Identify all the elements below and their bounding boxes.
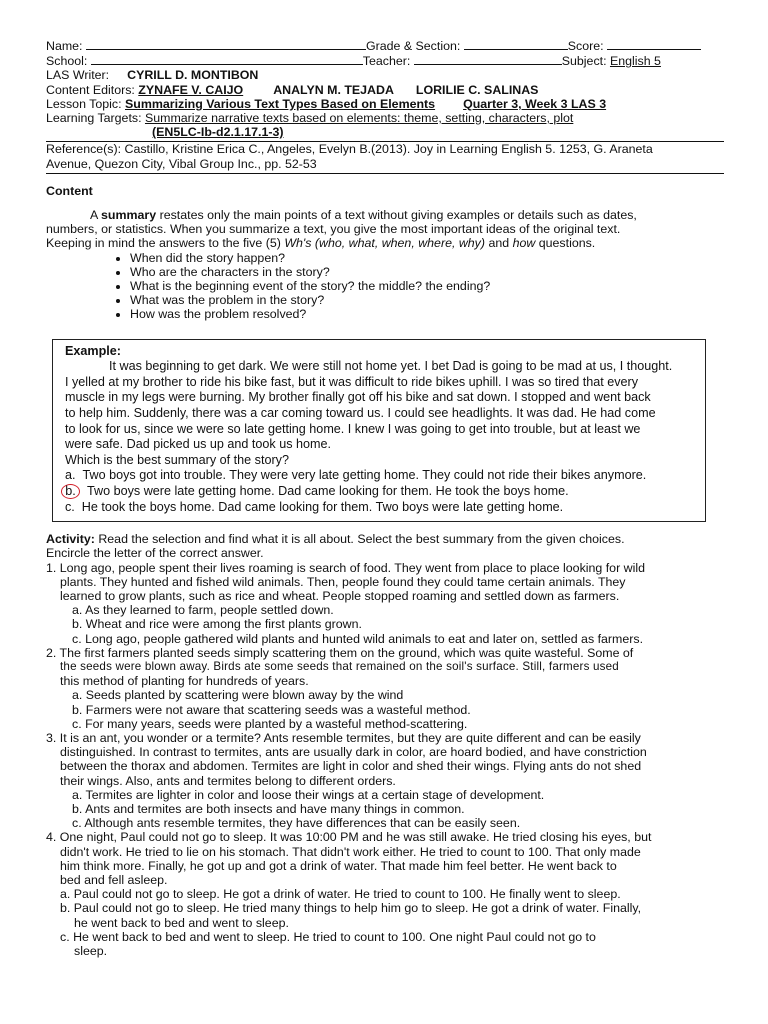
q2-option-a[interactable]: a. Seeds planted by scattering were blown away by the wind: [72, 688, 404, 703]
grade-label: Grade & Section:: [365, 39, 464, 53]
example-story-line: to help him. Suddenly, there was a car coming toward us. I could see headlights. It was dad. He had come: [65, 406, 656, 421]
school-blank[interactable]: [91, 53, 363, 65]
question-bullet-list: [46, 251, 724, 322]
activity-label: Activity:: [46, 532, 95, 547]
q1-option-c[interactable]: c. Long ago, people gathered wild plants and hunted wild animals to eat and later on, settled as farmers.: [72, 631, 644, 646]
choice-text: Two boys were late getting home. Dad came looking for them. He took the boys home.: [87, 484, 569, 498]
q3-text: distinguished. In contrast to termites, ants are usually dark in color, are hoard bodied, and have constriction: [60, 745, 647, 760]
content-text: A: [90, 208, 102, 223]
q2-option-b[interactable]: b. Farmers were not aware that scattering seeds was a wasteful method.: [72, 702, 471, 717]
writer-name: CYRILL D. MONTIBON: [127, 68, 259, 83]
q4-option-a[interactable]: a. Paul could not go to sleep. He got a drink of water. He tried to count to 100. He finally went to sleep.: [60, 887, 621, 902]
choice-text: He took the boys home. Dad came looking for them. Two boys were late getting home.: [81, 499, 564, 514]
q1-text: 1. Long ago, people spent their lives roaming is search of food. They went from place to place looking for wild: [46, 560, 645, 575]
q2-option-c[interactable]: c. For many years, seeds were planted by a wasteful method-scattering.: [72, 716, 468, 731]
q4-text: bed and fell asleep.: [60, 873, 168, 888]
quarter-value: Quarter 3, Week 3 LAS 3: [463, 96, 607, 111]
targets-value: Summarize narrative texts based on elements: theme, setting, characters, plot: [144, 111, 574, 126]
bullet-item: • What was the problem in the story?: [130, 293, 724, 307]
writer-row: [46, 68, 724, 82]
q2-text: this method of planting for hundreds of years.: [60, 674, 309, 689]
reference-divider: [46, 173, 724, 174]
q2-text: 2. The first farmers planted seeds simply scattering them on the ground, which was quite wasteful. Some of: [46, 645, 634, 660]
choice-letter: a.: [65, 468, 76, 483]
worksheet-page: [46, 38, 724, 958]
school-label: School:: [46, 54, 91, 69]
editor-1: ZYNAFE V. CAIJO: [138, 82, 244, 97]
grade-blank[interactable]: [464, 38, 568, 50]
example-box: [52, 339, 706, 523]
activity-instructions-2: Encircle the letter of the correct answer.: [46, 546, 264, 561]
how-word: how: [512, 236, 536, 251]
school-row: [46, 53, 724, 68]
content-text: Keeping in mind the answers to the five (5): [46, 236, 285, 251]
q3-text: their wings. Also, ants and termites belong to different orders.: [60, 773, 396, 788]
content-title: Content: [46, 183, 93, 198]
example-story-line: muscle in my legs were burning. My brother finally got off his bike and sat down. I stopped and went back: [65, 390, 651, 405]
name-blank[interactable]: [86, 38, 366, 50]
writer-label: LAS Writer:: [46, 68, 110, 83]
q1-text: plants. They hunted and fished wild animals. Then, people found they could tame certain animals. They: [60, 574, 626, 589]
example-choice-b: [65, 484, 695, 500]
bullet-item: • When did the story happen?: [130, 251, 724, 265]
name-row: [46, 38, 724, 53]
choice-text: Two boys got into trouble. They were very late getting home. They could not ride their bikes anymore.: [82, 468, 647, 483]
bullet-item: • What is the beginning event of the story? the middle? the ending?: [130, 279, 724, 293]
wh-questions: Wh's (who, what, when, where, why): [284, 236, 486, 251]
q3-text: between the thorax and abdomen. Termites are light in color and shed their wings. Flying ants do not shed: [60, 759, 642, 774]
editors-row: [46, 83, 724, 97]
q4-option-c-cont: sleep.: [74, 944, 108, 959]
q3-option-c[interactable]: c. Although ants resemble termites, they have differences that can be easily seen.: [72, 816, 521, 831]
q4-text: 4. One night, Paul could not go to sleep. It was 10:00 PM and he was still awake. He tried closing his eyes, but: [46, 830, 652, 845]
topic-value: Summarizing Various Text Types Based on Elements: [124, 96, 436, 111]
choice-letter: b.: [65, 484, 76, 498]
bullet-item: • How was the problem resolved?: [130, 307, 724, 321]
editor-3: LORILIE C. SALINAS: [415, 82, 539, 97]
content-text: restates only the main points of a text without giving examples or details such as dates,: [156, 208, 637, 223]
name-label: Name:: [46, 39, 86, 53]
q1-text: learned to grow plants, such as rice and wheat. People stopped roaming and settled down as farmers.: [60, 589, 620, 603]
targets-row: [46, 111, 724, 125]
content-paragraph-line-1: [46, 208, 724, 222]
content-text: questions.: [535, 236, 596, 251]
q1-option-a[interactable]: a. As they learned to farm, people settled down.: [72, 603, 334, 618]
example-title: Example:: [65, 343, 121, 358]
content-paragraph-line-2: numbers, or statistics. When you summarize a text, you give the most important ideas of the original text.: [46, 222, 621, 237]
q4-option-b-cont: he went back to bed and went to sleep.: [74, 915, 289, 930]
q3-text: 3. It is an ant, you wonder or a termite? Ants resemble termites, but they are quite different and can be easily: [46, 731, 641, 746]
reference-line-2: Avenue, Quezon City, Vibal Group Inc., pp. 52-53: [46, 156, 317, 171]
example-choice-a: [65, 468, 695, 484]
editors-label: Content Editors:: [46, 82, 139, 97]
subject-label: Subject:: [561, 54, 610, 69]
q4-option-b[interactable]: b. Paul could not go to sleep. He tried many things to help him go to sleep. He got a drink of water. Finally,: [60, 901, 642, 916]
q2-text: the seeds were blown away. Birds ate some seeds that remained on the soil's surface. Still, farmers used: [60, 660, 619, 674]
choice-letter: c.: [65, 499, 75, 514]
code-row: [46, 125, 724, 139]
example-story-line: I yelled at my brother to ride his bike fast, but it was difficult to ride bikes uphill. I was so tired that every: [65, 374, 639, 389]
q4-option-c[interactable]: c. He went back to bed and went to sleep. He tried to count to 100. One night Paul could not go to: [60, 929, 596, 944]
teacher-blank[interactable]: [414, 53, 562, 65]
content-paragraph-line-3: [46, 236, 724, 250]
example-question: Which is the best summary of the story?: [65, 452, 289, 467]
q3-option-b[interactable]: b. Ants and termites are both insects and have many things in common.: [72, 802, 465, 817]
competency-code: (EN5LC-Ib-d2.1.17.1-3): [152, 125, 284, 140]
activity-instructions-1: [46, 532, 724, 546]
example-story-line: to look for us, since we were so late getting home. I knew I was going to get into trouble, but at least we: [65, 421, 641, 436]
score-label: Score:: [567, 39, 608, 53]
subject-value: English 5: [609, 54, 661, 69]
content-text: and: [485, 236, 513, 251]
example-choice-c: [65, 500, 695, 516]
editor-2: ANALYN M. TEJADA: [273, 82, 394, 97]
q4-text: him think more. Finally, he got up and got a drink of water. That made him feel better. He went back to: [60, 858, 617, 873]
correct-answer-circle: [61, 484, 80, 499]
example-story-line: It was beginning to get dark. We were still not home yet. I bet Dad is going to be mad at us, I thought.: [109, 359, 673, 374]
reference-line-1: Reference(s): Castillo, Kristine Erica C., Angeles, Evelyn B.(2013). Joy in Learning English 5. 1253, G. Araneta: [46, 142, 653, 157]
q1-option-b[interactable]: b. Wheat and rice were among the first plants grown.: [72, 617, 362, 632]
bullet-item: • Who are the characters in the story?: [130, 265, 724, 279]
example-story-line: were safe. Dad picked us up and took us home.: [65, 437, 332, 452]
teacher-label: Teacher:: [362, 54, 414, 69]
targets-label: Learning Targets:: [46, 111, 145, 126]
score-blank[interactable]: [607, 38, 701, 50]
q4-text: didn't work. He tried to lie on his stomach. That didn't work either. He tried to count to 100. That only made: [60, 844, 641, 859]
topic-label: Lesson Topic:: [46, 96, 125, 111]
activity-text: Read the selection and find what it is all about. Select the best summary from the given choices.: [94, 532, 625, 547]
topic-row: [46, 97, 724, 111]
summary-term: summary: [101, 208, 157, 223]
q3-option-a[interactable]: a. Termites are lighter in color and loose their wings at a certain stage of development.: [72, 787, 545, 802]
